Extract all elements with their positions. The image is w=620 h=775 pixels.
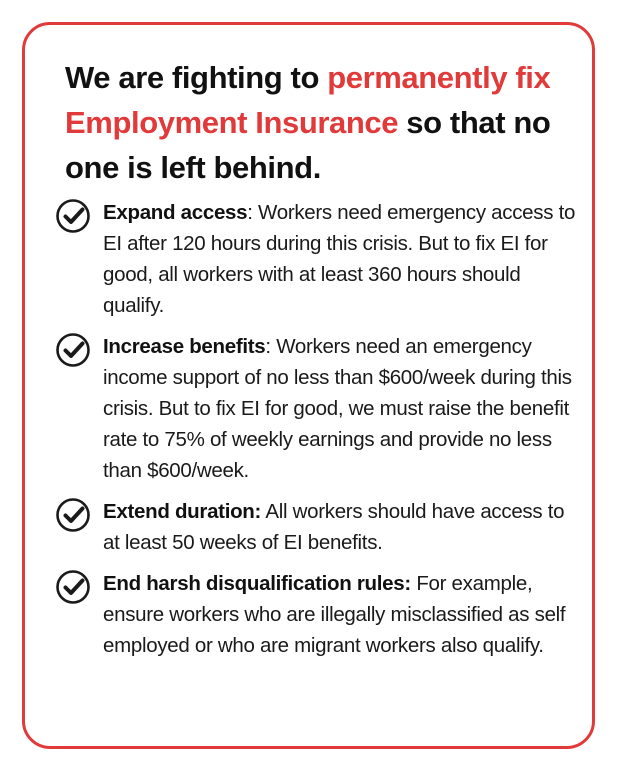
list-item-text	[103, 197, 580, 321]
info-card	[22, 22, 595, 749]
list-item-text	[103, 496, 580, 558]
list-item-separator: :	[265, 335, 277, 358]
list-item-separator: :	[247, 201, 259, 224]
list-item-increase-benefits	[55, 331, 580, 486]
check-circle-icon	[55, 198, 91, 234]
headline-part2: so that no one is left behind.	[65, 105, 551, 185]
list-item-title: End harsh disqualification rules:	[103, 572, 411, 595]
list-item-title: Expand access	[103, 201, 248, 224]
list-item-title: Increase benefits	[103, 335, 266, 358]
list-item-title: Extend duration:	[103, 500, 262, 523]
list-item-text	[103, 331, 580, 486]
check-circle-icon	[55, 569, 91, 605]
list-item-expand-access	[55, 197, 580, 321]
list-item-body: All workers should have access to at least 50 weeks of EI benefits.	[103, 500, 565, 554]
list-item-body: For example, ensure workers who are illegally misclassified as self employed or who are migrant workers also qualify.	[103, 572, 566, 657]
list-item-extend-duration	[55, 496, 580, 558]
list-item-body: Workers need an emergency income support of no less than $600/week during this crisis. But to fix EI for good, we must raise the benefit rate to 75% of weekly earnings and provide no less than $600/week.	[103, 335, 572, 482]
headline-part1: We are fighting to	[65, 60, 328, 95]
headline	[65, 55, 585, 190]
list-item-text	[103, 568, 580, 661]
headline-accent: permanently fix Employment Insurance	[65, 60, 551, 140]
check-circle-icon	[55, 332, 91, 368]
check-circle-icon	[55, 497, 91, 533]
list-item-body: Workers need emergency access to EI after 120 hours during this crisis. But to fix EI for good, all workers with at least 360 hours should qualify.	[103, 201, 576, 317]
list-item-end-disqualification	[55, 568, 580, 661]
demands-list	[55, 197, 580, 671]
